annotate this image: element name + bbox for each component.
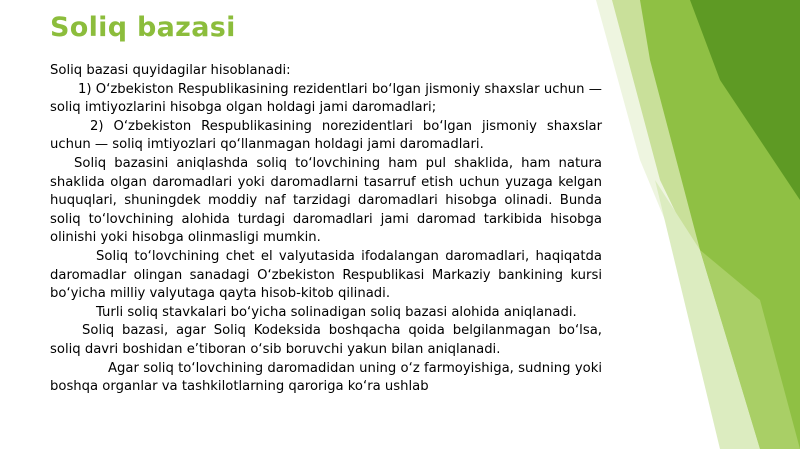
paragraph-tax-rates: Turli soliq stavkalari bo‘yicha solinadigan soliq bazasi alohida aniqlanadi. xyxy=(96,304,577,320)
paragraph-intro: Soliq bazasi quyidagilar hisoblanadi: xyxy=(50,63,291,78)
paragraph-item-2: 2) O‘zbekiston Respublikasining norezidentlari bo‘lgan jismoniy shaxslar uchun — soliq imtiyozlari qo‘llanmagan holdagi jami daromadlari. xyxy=(50,118,602,153)
paragraph-foreign-currency: Soliq to‘lovchining chet el valyutasida ifodalangan daromadlari, haqiqatda daromadlar olingan sanadagi O‘zbekiston Respublikasi Markaziy bankining kursi bo‘yicha milliy valyutaga qayta hisob-kitob qilinadi. xyxy=(50,248,602,302)
paragraph-cumulative: Soliq bazasi, agar Soliq Kodeksida boshqacha qoida belgilanmagan bo‘lsa, soliq davri boshidan e’tiboran o‘sib boruvchi yakun bilan aniqlanadi. xyxy=(50,323,602,357)
paragraph-item-1: 1) O‘zbekiston Respublikasining rezidentlari bo‘lgan jismoniy shaxslar uchun —soliq imtiyozlarini hisobga olgan holdagi jami daromadlari; xyxy=(50,81,602,116)
slide-title: Soliq bazasi xyxy=(50,12,236,43)
paragraph-basis-determination: Soliq bazasini aniqlashda soliq to‘lovchining ham pul shaklida, ham natura shaklida olgan daromadlari yoki daromadlarni tasarruf etish uchun yuzaga kelgan huquqlari, shuningdek moddiy naf tarzidagi daromadlari hisobga olinadi. Bunda soliq to‘lovchining alohida turdagi daromadlari jami daromad tarkibida hisobga olinishi yoki hisobga olinmasligi mumkin. xyxy=(50,155,602,246)
paragraph-deductions: Agar soliq to‘lovchining daromadidan uning o‘z farmoyishiga, sudning yoki boshqa organlar va tashkilotlarning qaroriga ko‘ra ushlab xyxy=(50,360,602,395)
slide-body xyxy=(50,62,602,397)
